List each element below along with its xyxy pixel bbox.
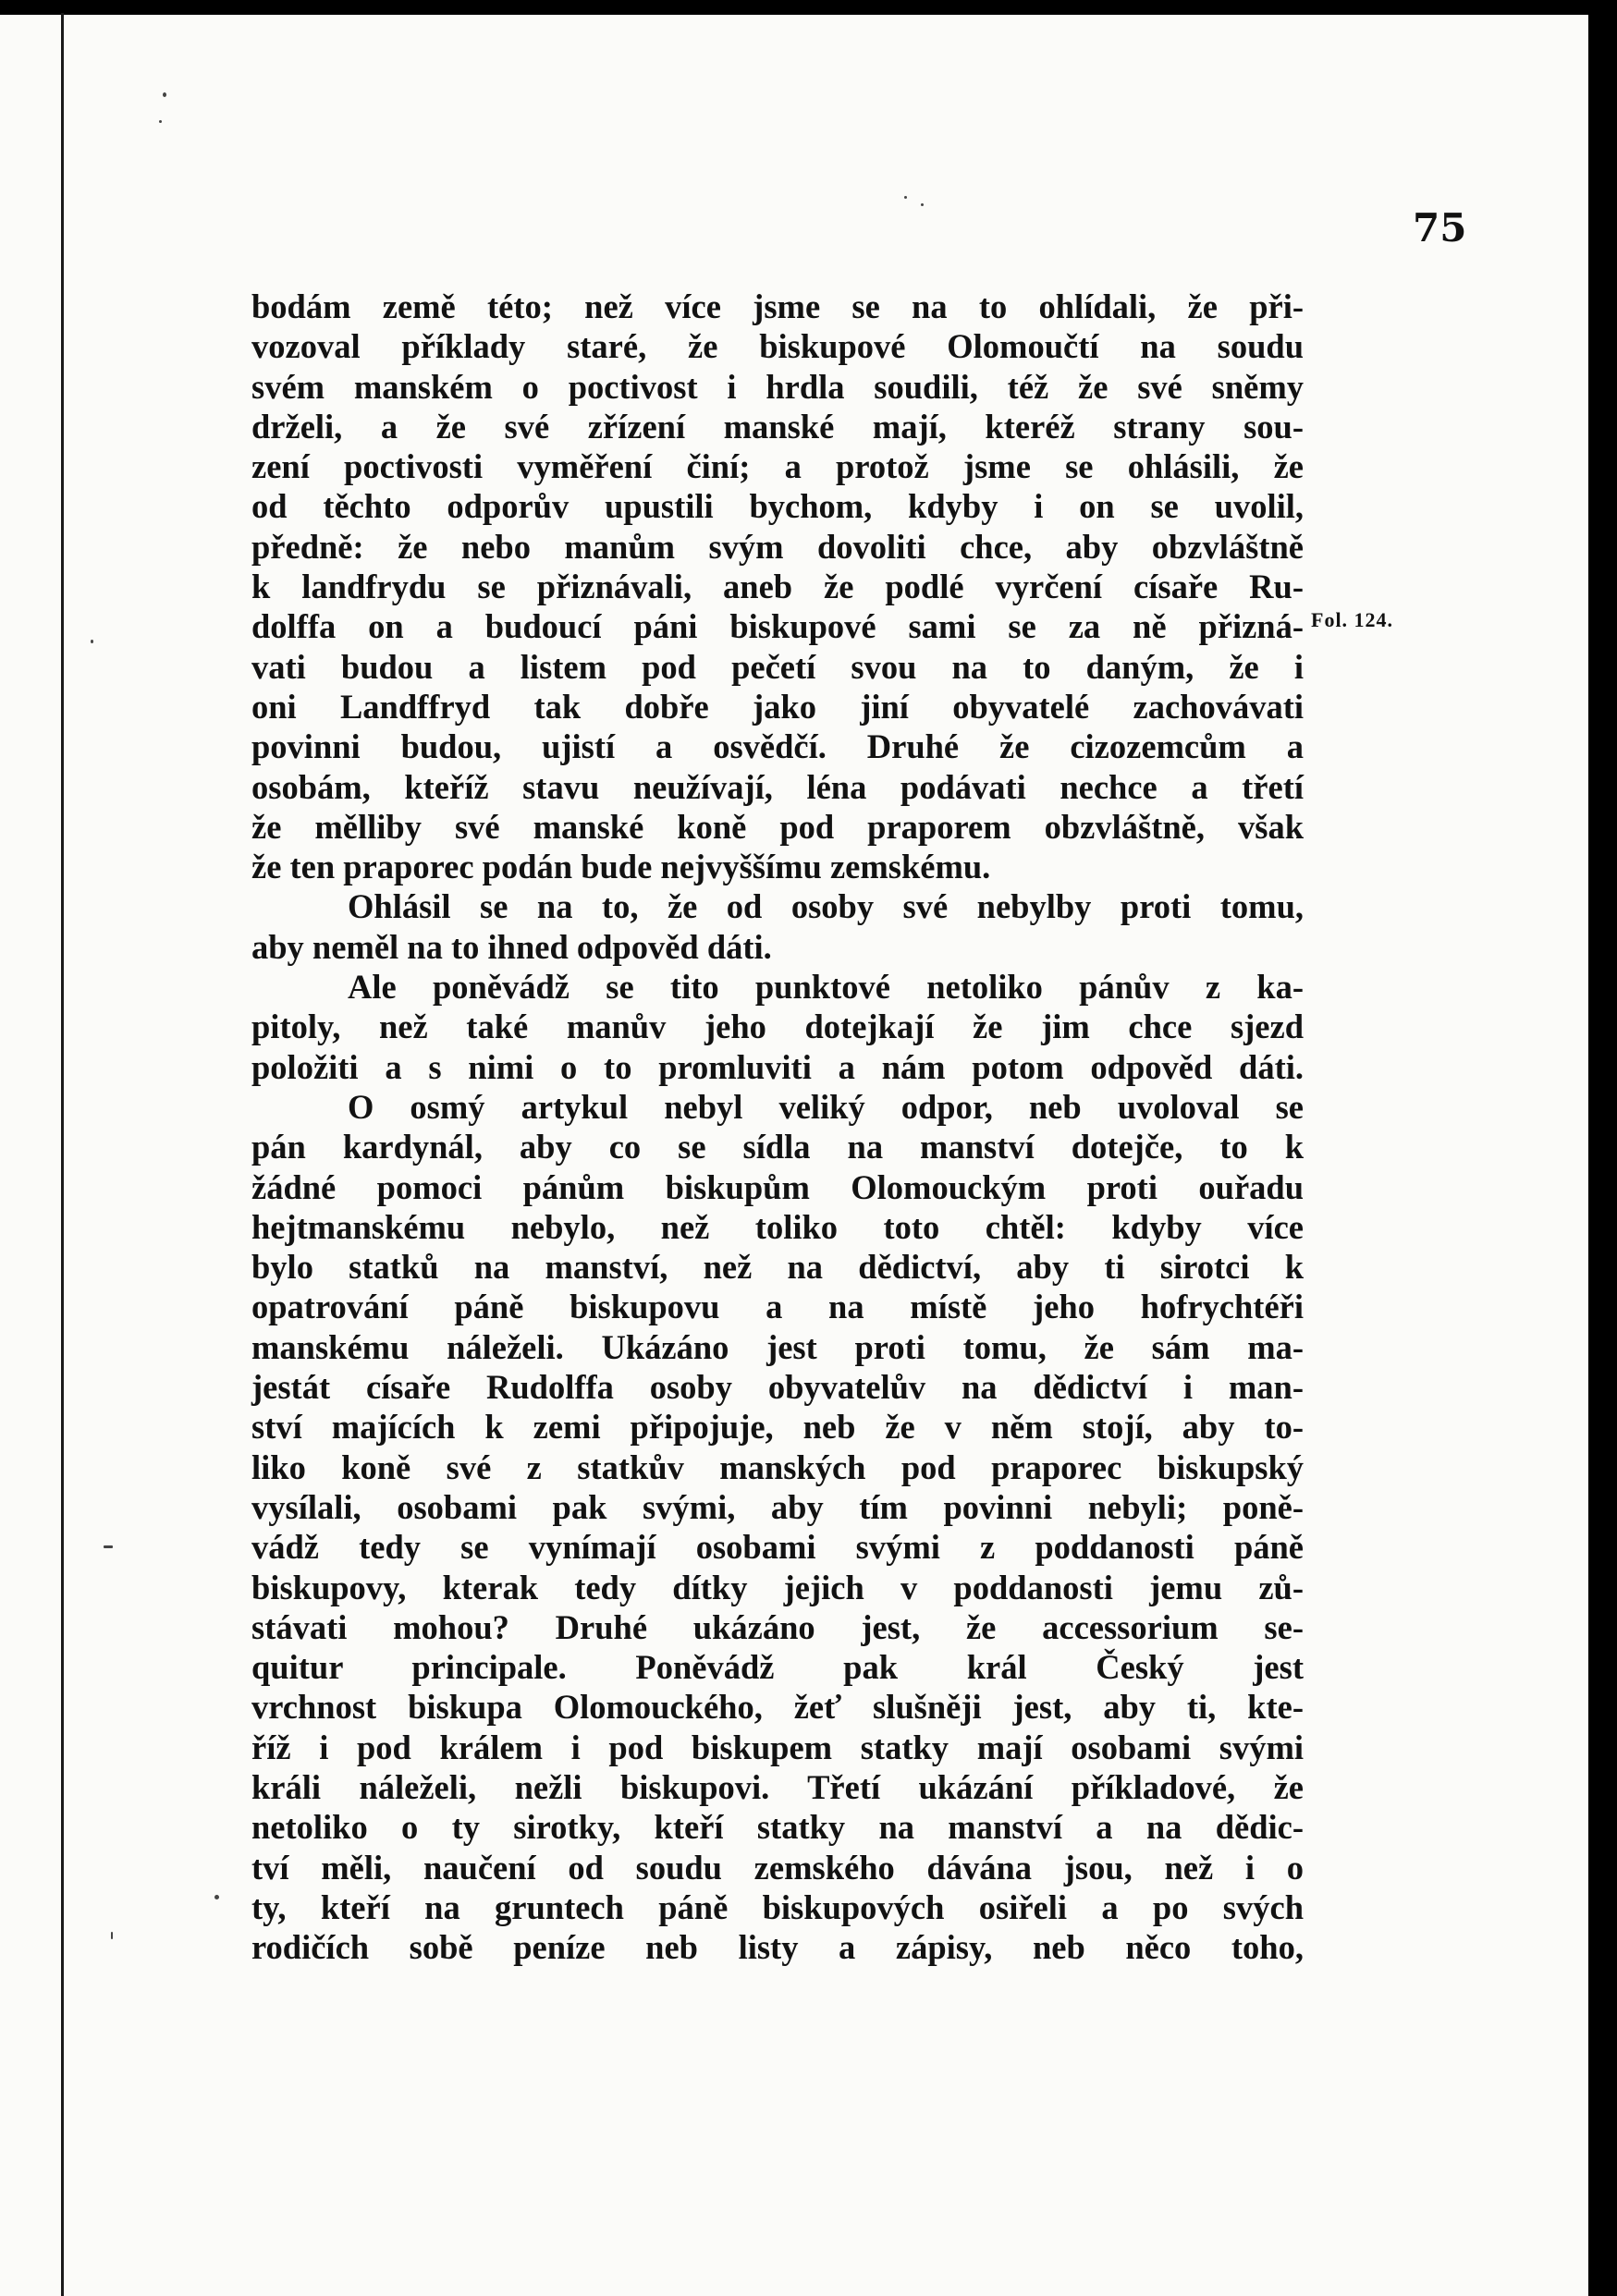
text-line: Ohlásil se na to, že od osoby své nebylby proti tomu, <box>348 887 1304 926</box>
text-line: pitoly, než také manův jeho dotejkají že jim chce sjezd <box>251 1008 1304 1046</box>
text-line: k landfrydu se přiznávali, aneb že podlé vyrčení císaře Ru- <box>251 568 1304 606</box>
scan-speck <box>163 92 166 97</box>
text-line: předně: že nebo manům svým dovoliti chce, aby obzvláštně <box>251 527 1304 566</box>
text-line: hejtmanskému nebylo, než toliko toto chtěl: kdyby více <box>251 1207 1304 1246</box>
scan-speck <box>921 203 924 206</box>
text-line: vati budou a listem pod pečetí svou na to daným, že i <box>251 647 1304 686</box>
text-line: tví měli, naučení od soudu zemského dávána jsou, než i o <box>251 1848 1304 1887</box>
text-line: ství majících k zemi připojuje, neb že v něm stojí, aby to- <box>251 1408 1304 1447</box>
page-number: 75 <box>1413 205 1467 250</box>
scan-speck <box>214 1895 219 1899</box>
scan-speck <box>111 1932 113 1939</box>
text-line: opatrování páně biskupovu a na místě jeho hofrychtéři <box>251 1288 1304 1326</box>
text-line: bodám země této; než více jsme se na to ohlídali, že při- <box>251 287 1304 325</box>
text-line: svém manském o poctivost i hrdla soudili, též že své sněmy <box>251 367 1304 406</box>
text-line: vysílali, osobami pak svými, aby tím povinni nebyli; poně- <box>251 1487 1304 1526</box>
scan-gutter-line <box>61 13 64 2296</box>
text-line: dolffa on a budoucí páni biskupové sami se za ně přizná- <box>251 607 1304 646</box>
text-line: zení poctivosti vyměření činí; a protož jsme se ohlásili, že <box>251 447 1304 486</box>
text-line: vozoval příklady staré, že biskupové Olomoučtí na soudu <box>251 327 1304 366</box>
text-line: králi náleželi, nežli biskupovi. Třetí ukázání příkladové, že <box>251 1767 1304 1806</box>
text-line: osobám, kteříž stavu neužívají, léna podávati nechce a třetí <box>251 767 1304 806</box>
text-line: že ten praporec podán bude nejvyššímu zemskému. <box>251 848 991 886</box>
text-line: říž i pod králem i pod biskupem statky mají osobami svými <box>251 1728 1304 1766</box>
text-line: že mělliby své manské koně pod praporem obzvláštně, však <box>251 807 1304 846</box>
text-line: O osmý artykul nebyl veliký odpor, neb uvoloval se <box>348 1087 1304 1126</box>
text-line: vrchnost biskupa Olomouckého, žeť slušněji jest, aby ti, kte- <box>251 1688 1304 1727</box>
scan-speck <box>904 196 907 199</box>
text-line: pán kardynál, aby co se sídla na manství dotejče, to k <box>251 1128 1304 1166</box>
text-line: žádné pomoci pánům biskupům Olomouckým proti ouřadu <box>251 1167 1304 1206</box>
text-line: liko koně své z statkův manských pod praporec biskupský <box>251 1447 1304 1486</box>
text-line: jestát císaře Rudolffa osoby obyvatelův na dědictví i man- <box>251 1368 1304 1407</box>
text-line: bylo statků na manství, než na dědictví, aby ti sirotci k <box>251 1248 1304 1287</box>
text-line: biskupovy, kterak tedy dítky jejich v poddanosti jemu zů- <box>251 1568 1304 1606</box>
text-line: drželi, a že své zřízení manské mají, kteréž strany sou- <box>251 407 1304 446</box>
scan-speck <box>104 1545 113 1548</box>
text-line: stávati mohou? Druhé ukázáno jest, že accessorium se- <box>251 1607 1304 1646</box>
text-line: vádž tedy se vynímají osobami svými z poddanosti páně <box>251 1528 1304 1567</box>
scan-speck <box>159 120 162 123</box>
text-line: od těchto odporův upustili bychom, kdyby i on se uvolil, <box>251 487 1304 526</box>
text-line: manskému náleželi. Ukázáno jest proti tomu, že sám ma- <box>251 1327 1304 1366</box>
text-line: oni Landffryd tak dobře jako jiní obyvatelé zachovávati <box>251 687 1304 726</box>
text-line: povinni budou, ujistí a osvědčí. Druhé že cizozemcům a <box>251 727 1304 766</box>
text-line: ty, kteří na gruntech páně biskupových osiřeli a po svých <box>251 1887 1304 1926</box>
text-line: rodičích sobě peníze neb listy a zápisy, neb něco toho, <box>251 1928 1304 1967</box>
text-line: položiti a s nimi o to promluviti a nám potom odpověd dáti. <box>251 1047 1304 1086</box>
scan-speck <box>91 640 93 643</box>
text-line: aby neměl na to ihned odpověd dáti. <box>251 927 772 966</box>
body-text <box>251 287 1304 1967</box>
scan-border-top <box>0 0 1588 15</box>
text-line: quitur principale. Poněvádž pak král Český jest <box>251 1648 1304 1687</box>
folio-margin-note: Fol. 124. <box>1311 608 1394 631</box>
text-line: Ale poněvádž se tito punktové netoliko pánův z ka- <box>348 968 1304 1007</box>
text-line: netoliko o ty sirotky, kteří statky na manství a na dědic- <box>251 1808 1304 1847</box>
